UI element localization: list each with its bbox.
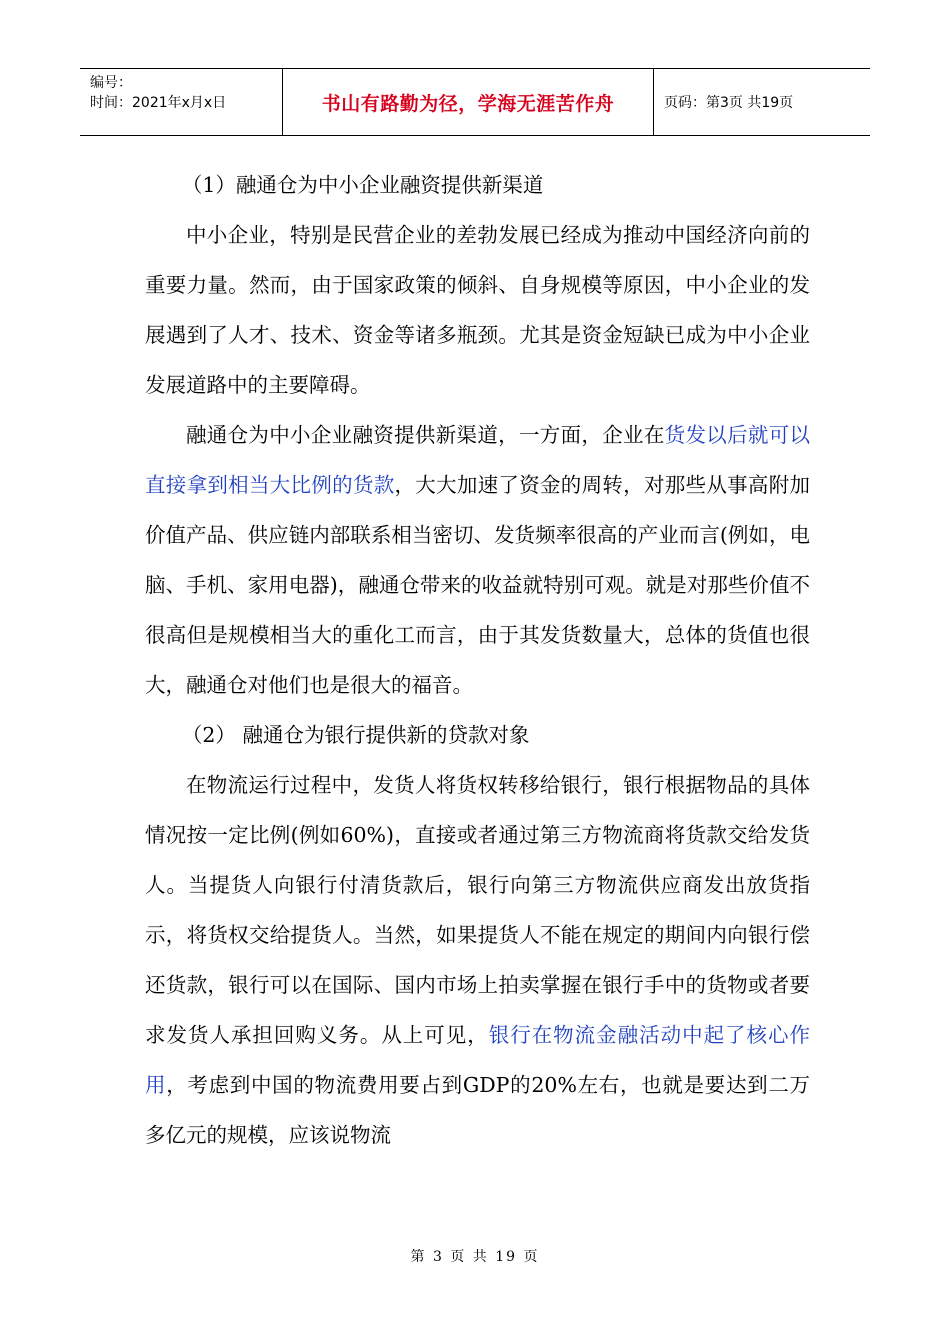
paragraph-bank-text-a: 在物流运行过程中，发货人将货权转移给银行，银行根据物品的具体情况按一定比例(例如60%)，直接或者通过第三方物流商将货款交给发货人。当提货人向银行付清货款后，银行向第三方物流供应商发出放货指示，将货权交给提货人。当然，如果提货人不能在规定的期间内向银行偿还货款，银行可以在国际、国内市场上拍卖掌握在银行手中的货物或者要求发货人承担回购义务。从上可见， [145, 773, 810, 1047]
paragraph-financing-text-b: ，大大加速了资金的周转，对那些从事高附加价值产品、供应链内部联系相当密切、发货频率很高的产业而言(例如，电脑、手机、家用电器)，融通仓带来的收益就特别可观。就是对那些价值不很高但是规模相当大的重化工而言，由于其发货数量大，总体的货值也很大，融通仓对他们也是很大的福音。 [145, 473, 810, 697]
page-info: 页码：第3页 共19页 [664, 95, 794, 111]
header-motto-cell [283, 69, 654, 135]
header-page-cell [654, 69, 870, 135]
header-table [80, 68, 870, 136]
paragraph-sme: 中小企业，特别是民营企业的差勃发展已经成为推动中国经济向前的重要力量。然而，由于国家政策的倾斜、自身规模等原因，中小企业的发展遇到了人才、技术、资金等诸多瓶颈。尤其是资金短缺已成为中小企业发展道路中的主要障碍。 [145, 223, 810, 397]
paragraph-bank-role [145, 760, 810, 1160]
page-footer: 第 3 页 共 19 页 [410, 1249, 540, 1265]
paragraph-bank-text-b: ，考虑到中国的物流费用要占到GDP的20%左右，也就是要达到二万多亿元的规模，应该说物流 [145, 1073, 811, 1147]
paragraph-financing-channel [145, 410, 810, 710]
time-label: 时间：2021年x月x日 [90, 95, 227, 111]
section-heading-2: （2） 融通仓为银行提供新的贷款对象 [181, 723, 530, 747]
document-body [145, 160, 810, 1160]
number-label: 编号： [90, 75, 132, 91]
highlight-link-loan[interactable]: 货发以后就可以直接拿到相当大比例的货款 [145, 423, 811, 497]
motto-text: 书山有路勤为径，学海无涯苦作舟 [321, 92, 615, 115]
paragraph-financing-text-a: 融通仓为中小企业融资提供新渠道，一方面，企业在 [186, 423, 665, 447]
header-left-cell [80, 69, 283, 135]
highlight-link-bank[interactable]: 银行在物流金融活动中起了核心作用 [145, 1023, 811, 1097]
section-heading-1: （1）融通仓为中小企业融资提供新渠道 [181, 173, 544, 197]
